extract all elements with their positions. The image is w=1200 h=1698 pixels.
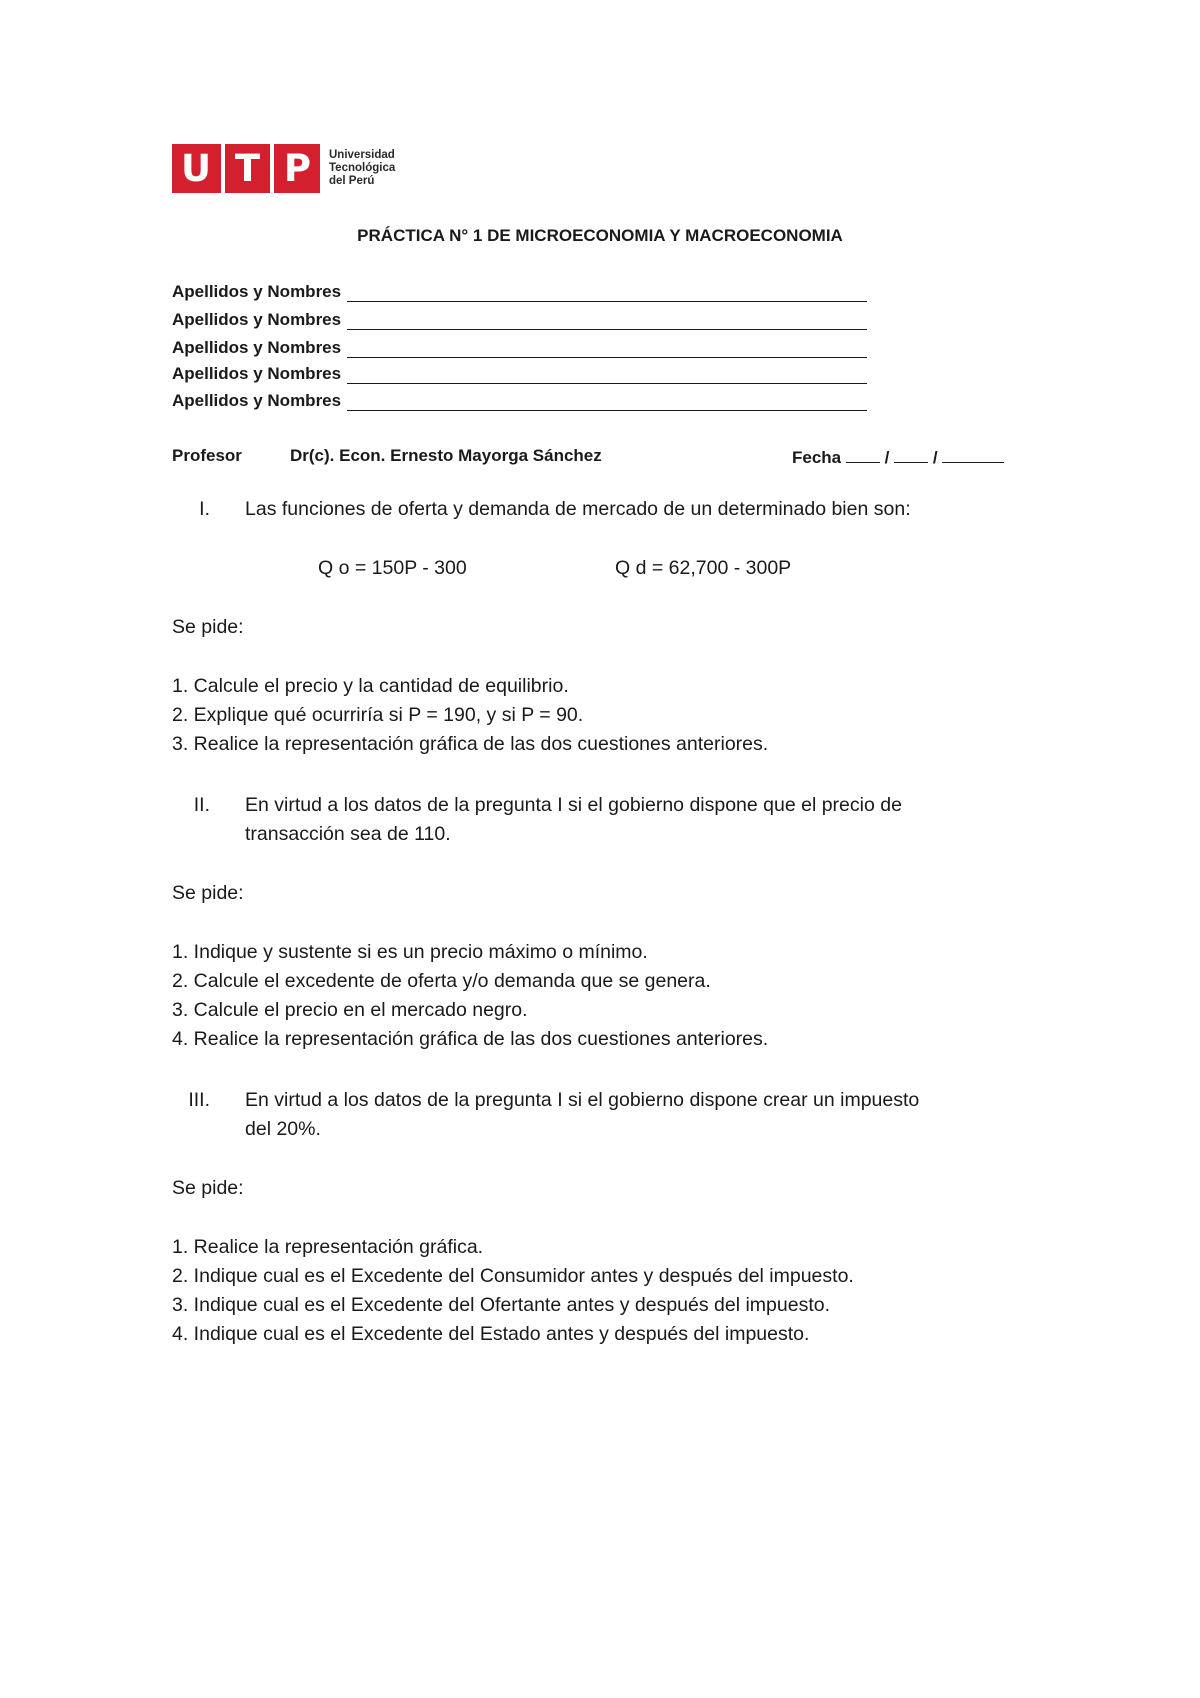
logo-line: del Perú [329,175,375,187]
se-pide-label: Se pide: [172,1177,244,1199]
section-numeral: III. [188,1089,210,1111]
logo-letter-p: P [283,147,311,190]
date-field[interactable] [792,446,1004,468]
name-field-label: Apellidos y Nombres [172,391,342,410]
question-item: 3. Calcule el precio en el mercado negro. [172,999,528,1021]
se-pide-label: Se pide: [172,616,244,638]
demand-equation: Q d = 62,700 - 300P [615,557,792,579]
professor-label: Profesor [172,446,242,465]
name-field-label: Apellidos y Nombres [172,282,342,301]
name-blank-line[interactable] [347,367,867,384]
section-intro-cont: transacción sea de 110. [245,823,451,845]
question-item: 1. Realice la representación gráfica. [172,1236,484,1258]
name-field-label: Apellidos y Nombres [172,338,342,357]
supply-equation: Q o = 150P - 300 [318,557,467,579]
logo-mark [172,144,320,193]
question-item: 1. Indique y sustente si es un precio máximo o mínimo. [172,941,648,963]
logo-letter-t: T [234,147,261,190]
question-item: 2. Explique qué ocurriría si P = 190, y si P = 90. [172,704,584,726]
question-item: 3. Indique cual es el Excedente del Ofertante antes y después del impuesto. [172,1294,831,1316]
name-field[interactable] [172,364,867,384]
date-month-blank[interactable] [894,446,928,463]
name-field[interactable] [172,310,867,330]
section-numeral: II. [193,794,210,816]
section-intro-cont: del 20%. [245,1118,321,1140]
question-item: 1. Calcule el precio y la cantidad de equilibrio. [172,675,569,697]
name-field-label: Apellidos y Nombres [172,310,342,329]
logo-divider [270,144,274,193]
name-field[interactable] [172,338,867,358]
section-intro: En virtud a los datos de la pregunta I si el gobierno dispone que el precio de [245,794,902,816]
professor-name: Dr(c). Econ. Ernesto Mayorga Sánchez [290,446,602,465]
question-item: 2. Calcule el excedente de oferta y/o demanda que se genera. [172,970,711,992]
date-separator: / [884,448,890,467]
name-blank-line[interactable] [347,394,867,411]
name-blank-line[interactable] [347,313,867,330]
date-separator: / [932,448,938,467]
name-blank-line[interactable] [347,285,867,302]
date-label: Fecha [792,448,842,467]
utp-logo [172,144,395,193]
name-field[interactable] [172,282,867,302]
logo-divider [221,144,225,193]
name-field-label: Apellidos y Nombres [172,364,342,383]
question-item: 4. Realice la representación gráfica de las dos cuestiones anteriores. [172,1028,769,1050]
se-pide-label: Se pide: [172,882,244,904]
question-item: 3. Realice la representación gráfica de las dos cuestiones anteriores. [172,733,769,755]
date-year-blank[interactable] [942,446,1004,463]
logo-letter-u: U [180,147,211,190]
logo-line: Universidad [329,149,395,161]
date-day-blank[interactable] [846,446,880,463]
section-numeral: I. [199,498,210,520]
page-title: PRÁCTICA N° 1 DE MICROECONOMIA Y MACROECONOMIA [357,226,843,245]
name-field[interactable] [172,391,867,411]
question-item: 2. Indique cual es el Excedente del Consumidor antes y después del impuesto. [172,1265,854,1287]
logo-line: Tecnológica [329,162,396,174]
question-item: 4. Indique cual es el Excedente del Estado antes y después del impuesto. [172,1323,810,1345]
section-intro: Las funciones de oferta y demanda de mercado de un determinado bien son: [245,498,911,520]
name-blank-line[interactable] [347,341,867,358]
section-intro: En virtud a los datos de la pregunta I si el gobierno dispone crear un impuesto [245,1089,920,1111]
logo-wordmark [329,149,395,188]
